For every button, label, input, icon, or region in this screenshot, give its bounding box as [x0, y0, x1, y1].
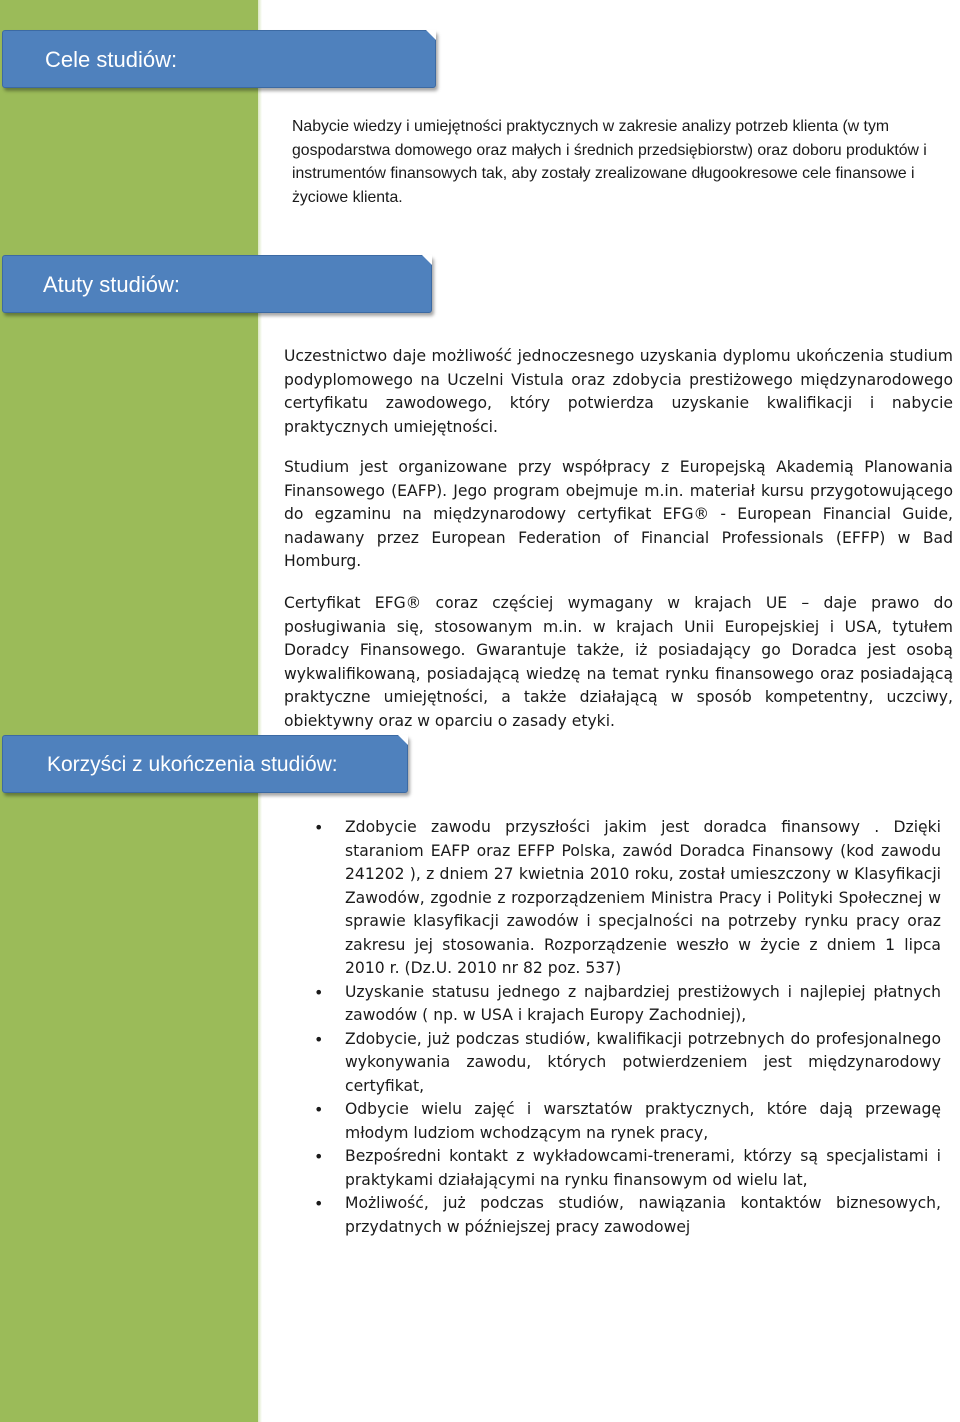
bullet-icon: • — [314, 1194, 324, 1213]
bullet-icon: • — [314, 1100, 324, 1119]
list-item-text: Bezpośredni kontakt z wykładowcami-trenerami, którzy są specjalistami i praktykami działającymi na rynku finansowym od wielu lat, — [345, 1147, 941, 1189]
sidebar-green-band — [0, 0, 258, 1422]
list-item-text: Zdobycie zawodu przyszłości jakim jest doradca finansowy . Dzięki staraniom EAFP oraz EFFP Polska, zawód Doradca Finansowy (kod zawodu 241202 ), z dniem 27 kwietnia 2010 roku, został umieszczony w Klasyfikacji Zawodów, zgodnie z rozporządzeniem Ministra Pracy i Polityki Społecznej w sprawie klasyfikacji zawodów i specjalności na potrzeby rynku pracy oraz zakresu jej stosowania. Rozporządzenie weszło w życie z dniem 1 lipca 2010 r. (Dz.U. 2010 nr 82 poz. 537) — [345, 818, 941, 977]
list-item — [314, 1028, 941, 1099]
list-item — [314, 1098, 941, 1145]
benefits-list — [300, 816, 941, 1239]
section-title-goals: Cele studiów: — [2, 30, 436, 88]
advantages-paragraph-1: Uczestnictwo daje możliwość jednoczesnego uzyskania dyplomu ukończenia studium podyplomowego na Uczelni Vistula oraz zdobycia prestiżowego międzynarodowego certyfikatu zawodowego, który potwierdza uzyskanie kwalifikacji i nabycie praktycznych umiejętności. — [284, 347, 953, 436]
sidebar-edge — [258, 0, 262, 1422]
list-item-text: Możliwość, już podczas studiów, nawiązania kontaktów biznesowych, przydatnych w późniejszej pracy zawodowej — [345, 1194, 941, 1236]
list-item — [314, 1145, 941, 1192]
bullet-icon: • — [314, 818, 324, 837]
advantages-paragraph-2: Studium jest organizowane przy współpracy z Europejską Akademią Planowania Finansowego (EAFP). Jego program obejmuje m.in. materiał kursu przygotowującego do egzaminu na międzynarodowy certyfikat EFG® - European Financial Guide, nadawany przez European Federation of Financial Professionals (EFFP) w Bad Homburg. — [284, 458, 953, 570]
advantages-paragraph-3: Certyfikat EFG® coraz częściej wymagany w krajach UE – daje prawo do posługiwania się, stosowanym m.in. w krajach Unii Europejskiej i USA, tytułem Doradcy Finansowego. Gwarantuje także, iż posiadający go Doradca jest osobą wykwalifikowaną, posiadającą wiedzę na temat rynku finansowego oraz posiadającą praktyczne umiejętności, a także działającą w sposób kompetentny, uczciwy, obiektywny oraz w oparciu o zasady etyki. — [284, 594, 953, 730]
list-item-text: Uzyskanie statusu jednego z najbardziej prestiżowych i najlepiej płatnych zawodów ( np. w USA i krajach Europy Zachodniej), — [345, 982, 941, 1024]
list-item — [314, 981, 941, 1028]
list-item — [314, 1192, 941, 1239]
list-item — [314, 816, 941, 981]
list-item-text: Odbycie wielu zajęć i warsztatów praktycznych, które dają przewagę młodym ludziom wchodzącym na rynek pracy, — [345, 1100, 941, 1142]
bullet-icon: • — [314, 1029, 324, 1049]
list-item-text: Zdobycie, już podczas studiów, kwalifikacji potrzebnych do profesjonalnego wykonywania zawodu, których potwierdzeniem jest międzynarodowy certyfikat, — [345, 1029, 941, 1095]
bullet-icon: • — [314, 982, 324, 1002]
goals-paragraph: Nabycie wiedzy i umiejętności praktycznych w zakresie analizy potrzeb klienta (w tym gospodarstwa domowego oraz małych i średnich przedsiębiorstw) oraz doboru produktów i instrumentów finansowych tak, aby zostały zrealizowane długookresowe cele finansowe i życiowe klienta. — [292, 118, 927, 206]
section-title-advantages: Atuty studiów: — [2, 255, 432, 313]
section-title-benefits: Korzyści z ukończenia studiów: — [2, 735, 408, 793]
bullet-icon: • — [314, 1147, 324, 1166]
